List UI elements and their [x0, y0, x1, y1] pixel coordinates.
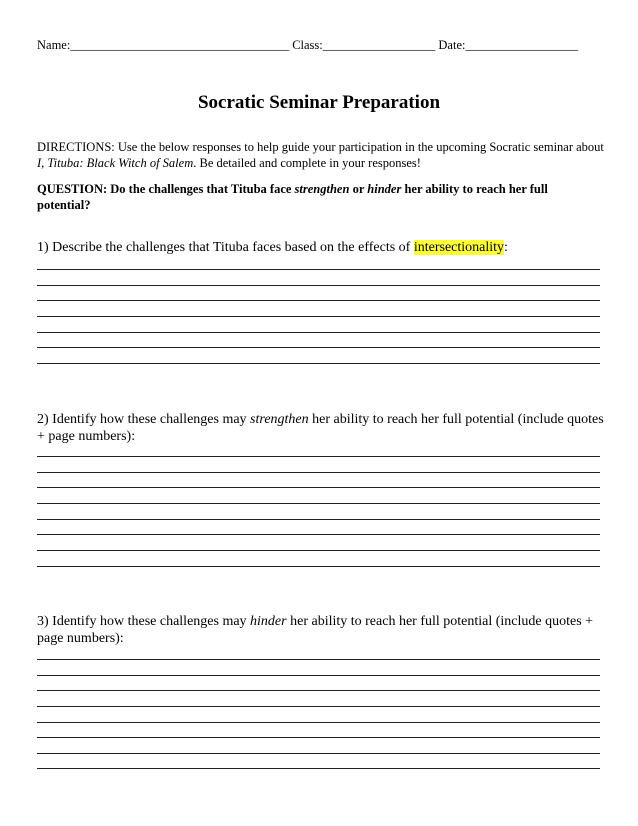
- answer-line[interactable]: [37, 519, 600, 520]
- answer-line[interactable]: [37, 534, 600, 535]
- question-part2: or: [349, 182, 368, 196]
- answer-line[interactable]: [37, 768, 600, 769]
- date-blank: __________________: [465, 38, 578, 52]
- answer-line[interactable]: [37, 487, 600, 488]
- page-title: Socratic Seminar Preparation: [197, 92, 441, 113]
- prompt-2: [37, 411, 607, 445]
- answer-line[interactable]: [37, 456, 600, 457]
- name-label: Name:: [37, 38, 71, 52]
- date-label: Date:: [438, 38, 466, 52]
- header-fields: [37, 37, 578, 53]
- prompt-2-text-after: her ability to reach her full potential (include quotes + page numbers):: [37, 412, 604, 444]
- prompt-1: [37, 239, 607, 256]
- answer-line[interactable]: [37, 753, 600, 754]
- prompt-1-colon: :: [504, 240, 508, 255]
- answer-line[interactable]: [37, 472, 600, 473]
- answer-line[interactable]: [37, 675, 600, 676]
- prompt-2-emphasis: strengthen: [250, 412, 309, 427]
- question-part3: her ability to reach her full potential?: [37, 182, 548, 212]
- class-label: Class:: [292, 38, 323, 52]
- answer-line[interactable]: [37, 363, 600, 364]
- answer-line[interactable]: [37, 316, 600, 317]
- prompt-3-emphasis: hinder: [250, 614, 287, 629]
- question-word-hinder: hinder: [367, 182, 402, 196]
- directions-text: [37, 139, 607, 171]
- prompt-1-text: 1) Describe the challenges that Tituba faces based on the effects of: [37, 240, 414, 255]
- answer-line[interactable]: [37, 503, 600, 504]
- answer-line[interactable]: [37, 269, 600, 270]
- answer-line[interactable]: [37, 347, 600, 348]
- answer-line[interactable]: [37, 690, 600, 691]
- prompt-3: [37, 613, 607, 647]
- prompt-3-text-after: her ability to reach her full potential (include quotes + page numbers):: [37, 614, 594, 646]
- class-blank: __________________: [322, 38, 436, 52]
- highlighted-term: intersectionality: [413, 240, 505, 255]
- guiding-question: [37, 181, 597, 213]
- answer-line[interactable]: [37, 566, 600, 567]
- question-word-strengthen: strengthen: [294, 182, 350, 196]
- answer-line[interactable]: [37, 285, 600, 286]
- directions-suffix: . Be detailed and complete in your responses!: [193, 156, 421, 170]
- answer-line[interactable]: [37, 737, 600, 738]
- answer-line[interactable]: [37, 300, 600, 301]
- book-title: I, Tituba: Black Witch of Salem: [37, 156, 194, 170]
- name-blank: ___________________________________: [70, 38, 290, 52]
- answer-line[interactable]: [37, 706, 600, 707]
- answer-line[interactable]: [37, 722, 600, 723]
- answer-line[interactable]: [37, 550, 600, 551]
- directions-prefix: DIRECTIONS: Use the below responses to help guide your participation in the upcoming Socratic seminar about: [37, 140, 604, 154]
- question-part1: QUESTION: Do the challenges that Tituba face: [37, 182, 295, 196]
- prompt-2-text-before: 2) Identify how these challenges may: [37, 412, 251, 427]
- prompt-3-text-before: 3) Identify how these challenges may: [37, 614, 251, 629]
- answer-line[interactable]: [37, 659, 600, 660]
- answer-line[interactable]: [37, 332, 600, 333]
